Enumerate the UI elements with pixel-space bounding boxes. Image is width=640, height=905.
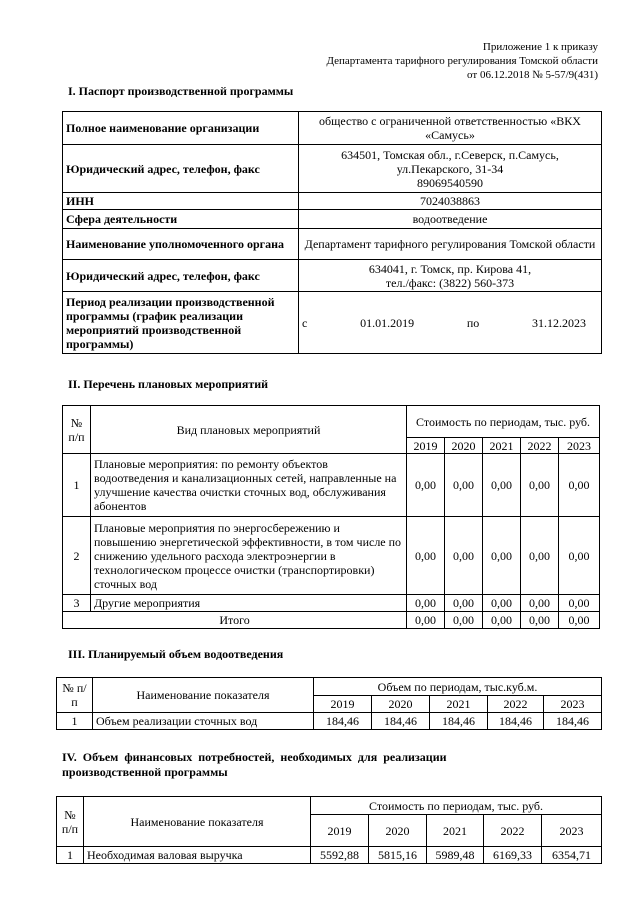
- cost-value: 0,00: [483, 595, 521, 612]
- cost-value: 0,00: [407, 595, 445, 612]
- col-header-num: № п/п: [57, 678, 93, 713]
- value-line: ул.Пекарского, 31-34: [396, 161, 504, 176]
- table-header-row: [57, 678, 602, 696]
- period-range: [302, 316, 598, 330]
- col-header-name: Вид плановых мероприятий: [91, 406, 407, 454]
- year-header: 2020: [369, 815, 427, 847]
- row-num: 2: [63, 517, 91, 595]
- col-header-cost: Стоимость по периодам, тыс. руб.: [311, 797, 602, 815]
- col-header-name: Наименование показателя: [84, 797, 311, 847]
- section-4-title-line-2: производственной программы: [62, 765, 228, 779]
- section-3-title: III. Планируемый объем водоотведения: [68, 647, 284, 661]
- period-from-word: с: [302, 315, 308, 330]
- passport-label: Наименование уполномоченного органа: [63, 229, 299, 260]
- year-header: 2020: [372, 696, 430, 713]
- table-total-row: [63, 612, 600, 629]
- indicator-name: Необходимая валовая выручка: [84, 847, 311, 864]
- volume-table: [56, 677, 602, 730]
- passport-period: [299, 292, 602, 354]
- passport-value: [299, 260, 602, 292]
- measure-name: Плановые мероприятия по энергосбережению и повышению энергетической эффективности, в том числе по снижению удельного расхода электроэнергии в технологическом процессе очистки (транспортировки) сточных вод: [91, 517, 407, 595]
- period-to-date: 31.12.2023: [532, 315, 586, 330]
- section-4-title: [62, 750, 542, 780]
- cost-value: 0,00: [559, 454, 600, 517]
- row-num: 3: [63, 595, 91, 612]
- col-header-cost: Стоимость по периодам, тыс. руб.: [407, 406, 600, 438]
- cost-value: 0,00: [483, 454, 521, 517]
- year-header: 2021: [430, 696, 488, 713]
- finance-value: 5989,48: [427, 847, 484, 864]
- passport-value: Департамент тарифного регулирования Томской области: [299, 229, 602, 260]
- indicator-name: Объем реализации сточных вод: [93, 713, 314, 730]
- cost-value: 0,00: [445, 517, 483, 595]
- year-header: 2019: [314, 696, 372, 713]
- volume-value: 184,46: [488, 713, 544, 730]
- passport-value: общество с ограниченной ответственностью «ВКХ «Самусь»: [299, 112, 602, 145]
- year-header: 2021: [483, 438, 521, 454]
- total-value: 0,00: [521, 612, 559, 629]
- passport-label: Юридический адрес, телефон, факс: [63, 145, 299, 193]
- cost-value: 0,00: [521, 517, 559, 595]
- measures-table: [62, 405, 600, 629]
- year-header: 2022: [484, 815, 542, 847]
- table-row: [63, 145, 602, 193]
- total-label: Итого: [63, 612, 407, 629]
- passport-label: Полное наименование организации: [63, 112, 299, 145]
- table-row: [63, 260, 602, 292]
- cost-value: 0,00: [445, 595, 483, 612]
- volume-value: 184,46: [314, 713, 372, 730]
- total-value: 0,00: [559, 612, 600, 629]
- measure-name: Другие мероприятия: [91, 595, 407, 612]
- passport-table: [62, 111, 602, 354]
- total-value: 0,00: [483, 612, 521, 629]
- row-num: 1: [57, 713, 93, 730]
- year-header: 2019: [407, 438, 445, 454]
- passport-label: ИНН: [63, 193, 299, 210]
- cost-value: 0,00: [521, 595, 559, 612]
- table-row: [63, 193, 602, 210]
- finance-value: 6169,33: [484, 847, 542, 864]
- value-line: 634041, г. Томск, пр. Кирова 41,: [368, 261, 532, 276]
- year-header: 2021: [427, 815, 484, 847]
- finance-table: [56, 796, 602, 864]
- cost-value: 0,00: [521, 454, 559, 517]
- cost-value: 0,00: [407, 454, 445, 517]
- value-line: 89069540590: [417, 175, 483, 190]
- cost-value: 0,00: [559, 517, 600, 595]
- header-line-1: Приложение 1 к приказу: [482, 41, 598, 53]
- passport-value: водоотведение: [299, 210, 602, 229]
- table-row: [63, 595, 600, 612]
- year-header: 2023: [544, 696, 602, 713]
- passport-label: Период реализации производственной программы (график реализации мероприятий производственной программы): [63, 292, 299, 354]
- value-line: тел./факс: (3822) 560-373: [385, 275, 515, 290]
- year-header: 2019: [311, 815, 369, 847]
- table-row: [63, 292, 602, 354]
- table-row: [57, 713, 602, 730]
- measure-name: Плановые мероприятия: по ремонту объектов водоотведения и канализационных сетей, направленные на улучшение качества очистки сточных вод, обслуживания абонентов: [91, 454, 407, 517]
- table-header-row: [63, 406, 600, 438]
- year-header: 2022: [488, 696, 544, 713]
- year-header: 2023: [559, 438, 600, 454]
- finance-value: 6354,71: [542, 847, 602, 864]
- volume-value: 184,46: [372, 713, 430, 730]
- cost-value: 0,00: [445, 454, 483, 517]
- total-value: 0,00: [445, 612, 483, 629]
- cost-value: 0,00: [483, 517, 521, 595]
- finance-value: 5592,88: [311, 847, 369, 864]
- table-row: [63, 112, 602, 145]
- volume-value: 184,46: [544, 713, 602, 730]
- table-row: [63, 210, 602, 229]
- table-header-row: [57, 797, 602, 815]
- header-line-2: Департамента тарифного регулирования Томской области: [326, 55, 598, 67]
- row-num: 1: [63, 454, 91, 517]
- finance-value: 5815,16: [369, 847, 427, 864]
- cost-value: 0,00: [559, 595, 600, 612]
- table-row: [57, 847, 602, 864]
- passport-value: 7024038863: [299, 193, 602, 210]
- table-row: [63, 517, 600, 595]
- total-value: 0,00: [407, 612, 445, 629]
- passport-label: Сфера деятельности: [63, 210, 299, 229]
- passport-label: Юридический адрес, телефон, факс: [63, 260, 299, 292]
- year-header: 2020: [445, 438, 483, 454]
- cost-value: 0,00: [407, 517, 445, 595]
- volume-value: 184,46: [430, 713, 488, 730]
- row-num: 1: [57, 847, 84, 864]
- year-header: 2022: [521, 438, 559, 454]
- order-header: [326, 40, 598, 82]
- period-from-date: 01.01.2019: [360, 315, 415, 330]
- passport-value: [299, 145, 602, 193]
- value-line: 634501, Томская обл., г.Северск, п.Самусь,: [341, 147, 559, 162]
- table-row: [63, 454, 600, 517]
- header-line-3: от 06.12.2018 № 5-57/9(431): [467, 69, 598, 81]
- col-header-num: № п/п: [57, 797, 84, 847]
- col-header-volume: Объем по периодам, тыс.куб.м.: [314, 678, 602, 696]
- col-header-num: № п/п: [63, 406, 91, 454]
- section-1-title: I. Паспорт производственной программы: [68, 84, 294, 98]
- table-row: [63, 229, 602, 260]
- year-header: 2023: [542, 815, 602, 847]
- col-header-name: Наименование показателя: [93, 678, 314, 713]
- section-4-title-line-1: IV. Объем финансовых потребностей, необходимых для реализации: [62, 750, 447, 764]
- period-to-word: по: [466, 315, 480, 330]
- section-2-title: II. Перечень плановых мероприятий: [68, 377, 269, 391]
